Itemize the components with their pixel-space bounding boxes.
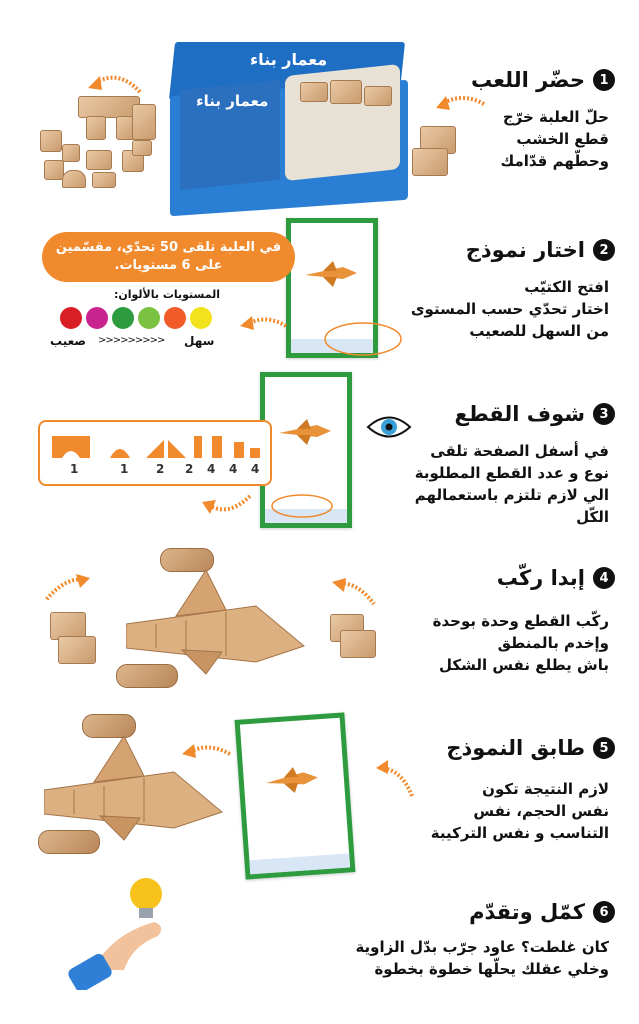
curved-arrow-icon — [330, 576, 380, 610]
body-line: الي لازم تلتزم باستعمالهم — [414, 486, 609, 504]
wood-block — [62, 144, 80, 162]
wood-block — [300, 82, 328, 102]
pill-line: في العلبة تلقى 50 تحدّي، مقسّمين — [55, 240, 282, 255]
curved-arrow-icon — [432, 92, 488, 122]
curved-arrow-icon — [36, 574, 94, 608]
step-1-header — [471, 68, 615, 92]
piece-count: 1 — [70, 462, 79, 476]
body-line: وإخدم بالمنطق — [497, 634, 609, 652]
pill-line: على 6 مستويات. — [114, 258, 223, 273]
wood-block — [62, 170, 86, 188]
step-title: إبدا ركّب — [496, 566, 585, 590]
step-3-header — [454, 402, 615, 426]
body-line: لازم النتيجة تكون — [482, 780, 609, 798]
wood-block — [412, 148, 448, 176]
box-title: معمار بناء — [250, 50, 328, 69]
piece-count: 2 — [185, 462, 194, 476]
curved-arrow-icon — [198, 490, 254, 522]
curved-arrow-icon — [178, 740, 234, 768]
body-line: كان غلطت؟ عاود جرّب بدّل الزاوية — [355, 938, 609, 956]
step-4-body — [433, 610, 609, 676]
booklet-title: معمار بناء — [196, 92, 269, 110]
wood-block — [40, 130, 62, 152]
model-card — [235, 712, 356, 879]
step-number: 3 — [593, 403, 615, 425]
body-line: اختار تحدّي حسب المستوى — [410, 300, 609, 318]
wood-cylinder — [38, 830, 100, 854]
step-title: اختار نموذج — [465, 238, 585, 262]
level-dot-magenta — [86, 307, 108, 329]
piece-count: 4 — [229, 462, 238, 476]
curved-arrow-icon — [236, 310, 290, 340]
wood-block — [92, 172, 116, 188]
body-line: قطع الخشب — [516, 130, 609, 148]
piece-count: 1 — [120, 462, 129, 476]
level-dot-green — [112, 307, 134, 329]
curved-arrow-icon — [84, 66, 144, 100]
curved-arrow-icon — [372, 760, 418, 800]
wood-block — [340, 630, 376, 658]
plane-model-icon — [303, 259, 359, 289]
step-5-header — [446, 736, 615, 760]
body-line: وخلي عقلك يحلّها خطوة بخطوة — [374, 960, 609, 978]
step-5-body — [431, 778, 609, 844]
level-dot-orange — [164, 307, 186, 329]
pieces-panel — [38, 420, 272, 486]
step-title: شوف القطع — [454, 402, 585, 426]
wood-block — [132, 140, 152, 156]
step-3-body — [415, 440, 609, 528]
body-line: الكّل — [576, 508, 609, 526]
step-6-header — [469, 900, 615, 924]
plane-model-icon — [277, 417, 333, 447]
body-line: حلّ العلبة خرّج — [502, 108, 609, 126]
hand-lightbulb-icon — [62, 874, 172, 990]
body-line: التناسب و نفس التركيبة — [430, 824, 609, 842]
piece-count: 4 — [251, 462, 260, 476]
level-easy: سهل — [184, 334, 215, 348]
level-dot-red — [60, 307, 82, 329]
step-title: حضّر اللعب — [471, 68, 585, 92]
level-dot-yellow — [190, 307, 212, 329]
body-line: من السهل للصعيب — [469, 322, 609, 340]
wood-block — [44, 160, 64, 180]
body-line: افتح الكتيّب — [524, 278, 609, 296]
step-title: طابق النموذج — [446, 736, 585, 760]
body-line: نفس الحجم، نفس — [473, 802, 609, 820]
step-number: 1 — [593, 69, 615, 91]
step-number: 4 — [593, 567, 615, 589]
body-line: ركّب القطع وحدة بوحدة — [432, 612, 609, 630]
highlight-ellipse — [322, 318, 404, 360]
wood-block — [58, 636, 96, 664]
step-number: 2 — [593, 239, 615, 261]
highlight-ellipse — [270, 492, 334, 520]
wood-cylinder — [116, 664, 178, 688]
step-2-body — [411, 276, 609, 342]
pieces-shapes — [50, 430, 262, 460]
step-6-body — [355, 936, 609, 980]
body-line: باش يطلع نفس الشكل — [438, 656, 609, 674]
wood-block — [364, 86, 392, 106]
step-4-header — [497, 566, 615, 590]
plane-model-icon — [263, 763, 321, 797]
piece-count: 2 — [156, 462, 165, 476]
body-line: وحطّهم قدّامك — [500, 152, 609, 170]
step-2-header — [466, 238, 615, 262]
piece-count: 4 — [207, 462, 216, 476]
step-number: 6 — [593, 901, 615, 923]
wood-block — [86, 150, 112, 170]
wood-block — [330, 80, 362, 104]
wood-block — [132, 104, 156, 140]
wood-block — [86, 116, 106, 140]
step-number: 5 — [593, 737, 615, 759]
step-title: كمّل وتقدّم — [469, 900, 585, 924]
body-line: نوع و عدد القطع المطلوبة — [414, 464, 609, 482]
eye-icon — [366, 412, 412, 442]
info-pill — [42, 232, 295, 282]
card-strip — [249, 853, 350, 874]
body-line: في أسفل الصفحة تلقى — [430, 442, 609, 460]
step-1-body — [500, 106, 609, 172]
level-hard: صعيب — [50, 334, 86, 348]
levels-label: المستويات بالألوان: — [113, 288, 220, 301]
level-arrows: >>>>>>>>> — [98, 335, 165, 346]
level-dot-lightgreen — [138, 307, 160, 329]
wood-plane — [126, 566, 306, 676]
